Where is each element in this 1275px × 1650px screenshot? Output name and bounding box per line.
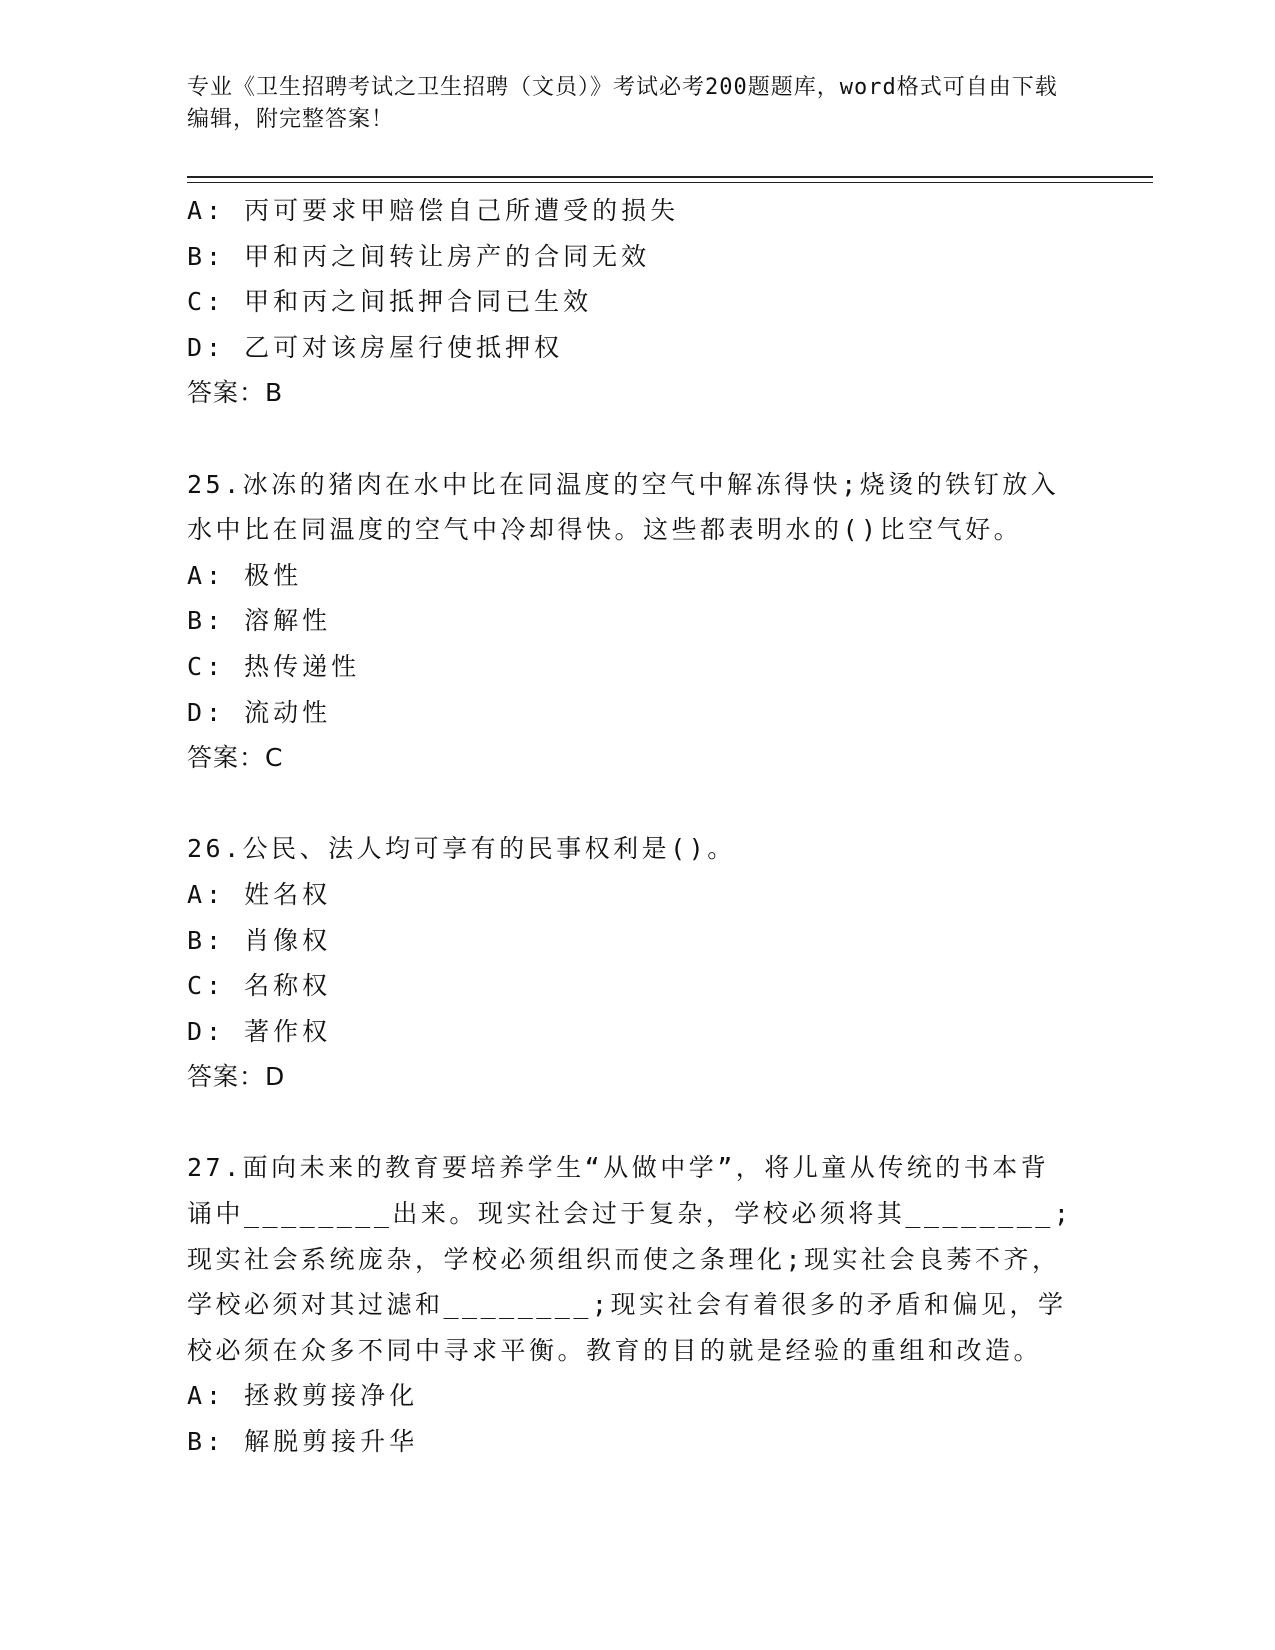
option-a: A: 丙可要求甲赔偿自己所遭受的损失 xyxy=(187,196,680,225)
option-b: B: 解脱剪接升华 xyxy=(187,1427,419,1457)
option-d: D: 流动性 xyxy=(187,697,332,727)
question-block xyxy=(187,462,1077,781)
option-b: B: 溶解性 xyxy=(187,606,332,636)
option-b: B: 甲和丙之间转让房产的合同无效 xyxy=(187,241,651,271)
header-rule xyxy=(187,176,1153,178)
answer: 答案：B xyxy=(187,378,284,408)
option-c: C: 甲和丙之间抵押合同已生效 xyxy=(187,287,593,317)
header-rule-thin xyxy=(187,182,1153,183)
option-d: D: 著作权 xyxy=(187,1016,332,1046)
question-list xyxy=(187,188,1077,1465)
question-text: 25.冰冻的猪肉在水中比在同温度的空气中解冻得快;烧烫的铁钉放入水中比在同温度的空气中冷却得快。这些都表明水的()比空气好。 xyxy=(187,469,1060,545)
question-block xyxy=(187,826,1077,1100)
document-header: 专业《卫生招聘考试之卫生招聘（文员）》考试必考200题题库，word格式可自由下载编辑，附完整答案！ xyxy=(187,75,1058,132)
option-b: B: 肖像权 xyxy=(187,925,332,955)
answer: 答案：D xyxy=(187,1062,286,1092)
option-a: A: 姓名权 xyxy=(187,879,332,909)
option-c: C: 热传递性 xyxy=(187,651,361,681)
option-c: C: 名称权 xyxy=(187,971,332,1001)
option-a: A: 拯救剪接净化 xyxy=(187,1381,419,1411)
question-text: 26.公民、法人均可享有的民事权利是()。 xyxy=(187,834,736,864)
option-a: A: 极性 xyxy=(187,560,303,590)
question-text: 27.面向未来的教育要培养学生“从做中学”，将儿童从传统的书本背诵中________出来。现实社会过于复杂，学校必须将其________;现实社会系统庞杂，学校必须组织而使之条理化;现实社会良莠不齐，学校必须对其过滤和________;现实社会有着很多的矛盾和偏见，学校必须在众多不同中寻求平衡。教育的目的就是经验的重组和改造。 xyxy=(187,1153,1073,1365)
option-d: D: 乙可对该房屋行使抵押权 xyxy=(187,332,564,362)
question-block xyxy=(187,1145,1077,1464)
question-block xyxy=(187,188,1077,416)
answer: 答案：C xyxy=(187,743,284,773)
